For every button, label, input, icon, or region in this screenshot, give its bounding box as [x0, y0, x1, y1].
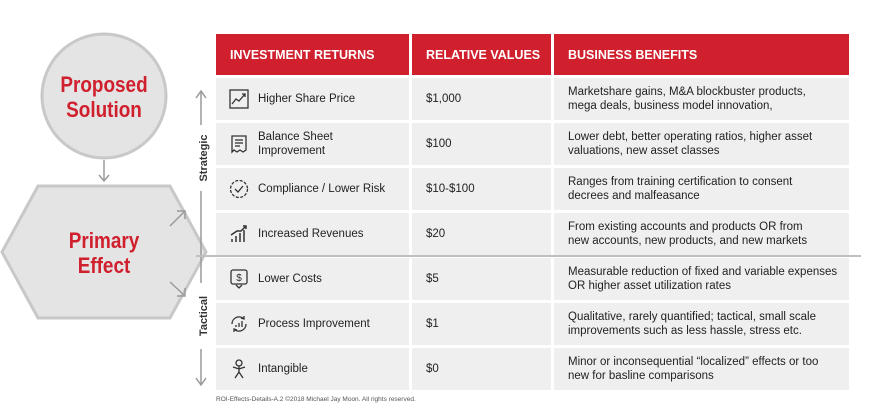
- investment-return-name: Increased Revenues: [258, 228, 364, 240]
- business-benefit-line2: mega deals, business model innovation,: [568, 100, 773, 112]
- proposed-solution-line2: Solution: [66, 97, 142, 122]
- ledger-icon: [228, 133, 250, 155]
- business-benefit-line2: new for basline comparisons: [568, 370, 714, 382]
- business-benefit-line2: decrees and malfeasance: [568, 190, 700, 202]
- investment-return-name: Intangible: [258, 363, 308, 375]
- primary-effect-label: [52, 228, 155, 278]
- row-investment-return: [216, 213, 409, 255]
- investment-return-name: Higher Share Price: [258, 93, 356, 105]
- row-business-benefit: [554, 303, 849, 345]
- row-business-benefit: [554, 258, 849, 300]
- business-benefit-line2: improvements such as less hassle, stress etc.: [568, 325, 802, 337]
- footer-copyright: ROI-Effects-Details-A.2 ©2018 Michael Jay Moon. All rights reserved.: [216, 396, 416, 403]
- relative-value: $1,000: [426, 93, 462, 105]
- dollar-down-icon: [228, 268, 250, 290]
- investment-return-name: Compliance / Lower Risk: [258, 183, 386, 195]
- bar-growth-icon: [228, 223, 250, 245]
- business-benefit: [554, 220, 817, 248]
- process-cycle-icon: [228, 313, 250, 335]
- row-investment-return: [216, 123, 409, 165]
- primary-effect-line1: Primary: [68, 228, 140, 253]
- business-benefit: [554, 175, 802, 203]
- row-investment-return: [216, 348, 409, 390]
- row-relative-value: [412, 213, 551, 255]
- row-business-benefit: [554, 213, 849, 255]
- business-benefit-line1: Marketshare gains, M&A blockbuster products,: [568, 86, 806, 98]
- relative-value: $10-$100: [426, 183, 475, 195]
- row-business-benefit: [554, 78, 849, 120]
- check-badge-icon: [228, 178, 250, 200]
- relative-value: $0: [426, 363, 439, 375]
- header-relative-values: RELATIVE VALUES: [412, 34, 551, 75]
- business-benefit-line1: Ranges from training certification to consent: [568, 176, 793, 188]
- business-benefit-line2: OR higher asset utilization rates: [568, 280, 731, 292]
- relative-value: $5: [426, 273, 439, 285]
- business-benefit: [554, 265, 847, 293]
- business-benefit-line1: Minor or inconsequential “localized” effects or too: [568, 356, 819, 368]
- row-investment-return: [216, 258, 409, 300]
- row-relative-value: [412, 348, 551, 390]
- header-investment-returns: INVESTMENT RETURNS: [216, 34, 409, 75]
- row-relative-value: [412, 78, 551, 120]
- business-benefit-line1: Qualitative, rarely quantified; tactical, small scale: [568, 311, 816, 323]
- row-business-benefit: [554, 348, 849, 390]
- relative-value: $1: [426, 318, 439, 330]
- row-relative-value: [412, 123, 551, 165]
- business-benefit-line1: From existing accounts and products OR from: [568, 221, 803, 233]
- row-business-benefit: [554, 123, 849, 165]
- business-benefit: [554, 85, 816, 113]
- tactical-label: Tactical: [198, 283, 210, 349]
- strategic-tactical-divider: [196, 255, 861, 257]
- strategic-label: Strategic: [198, 125, 210, 191]
- investment-return-name: Process Improvement: [258, 318, 370, 330]
- business-benefit-line1: Lower debt, better operating ratios, higher asset: [568, 131, 813, 143]
- row-relative-value: [412, 258, 551, 300]
- business-benefit: [554, 310, 826, 338]
- row-investment-return: [216, 168, 409, 210]
- proposed-solution-line1: Proposed: [60, 72, 148, 97]
- investment-return-name: Lower Costs: [258, 273, 322, 285]
- row-investment-return: [216, 303, 409, 345]
- row-relative-value: [412, 303, 551, 345]
- proposed-solution-label: [52, 72, 155, 122]
- business-benefit: [554, 355, 828, 383]
- business-benefit-line1: Measurable reduction of fixed and variable expenses: [568, 266, 838, 278]
- business-benefit-line2: valuations, new asset classes: [568, 145, 720, 157]
- business-benefit-line2: new accounts, new products, and new markets: [568, 235, 808, 247]
- row-relative-value: [412, 168, 551, 210]
- investment-return-name: Balance Sheet Improvement: [258, 131, 333, 157]
- svg-text:$: $: [236, 273, 242, 284]
- primary-effect-line2: Effect: [77, 253, 131, 278]
- row-business-benefit: [554, 168, 849, 210]
- chart-trend-icon: [228, 88, 250, 110]
- relative-value: $100: [426, 138, 452, 150]
- header-business-benefits: BUSINESS BENEFITS: [554, 34, 849, 75]
- relative-value: $20: [426, 228, 446, 240]
- person-icon: [228, 358, 250, 380]
- business-benefit: [554, 130, 822, 158]
- row-investment-return: [216, 78, 409, 120]
